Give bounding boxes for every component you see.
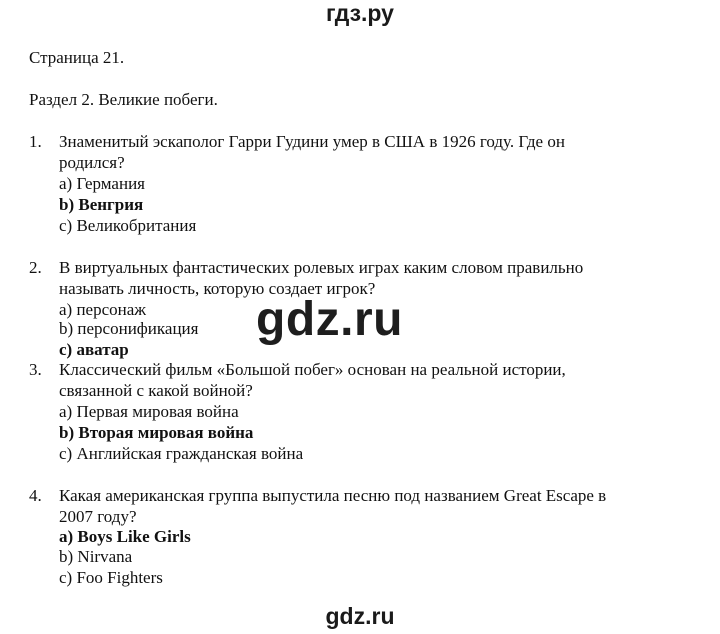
question-text-line: В виртуальных фантастических ролевых играх каким словом правильно: [59, 258, 584, 277]
section-title: Раздел 2. Великие побеги.: [29, 90, 218, 109]
answer-option: a) персонаж: [59, 300, 147, 319]
question-text-line: Какая американская группа выпустила песню под названием Great Escape в: [59, 486, 607, 505]
answer-option: b) Nirvana: [59, 547, 133, 566]
question-text-line: называть личность, которую создает игрок?: [59, 279, 376, 298]
answer-option: a) Германия: [59, 174, 145, 193]
question-number: 2.: [29, 258, 42, 277]
site-header-logo: гдз.ру: [326, 0, 394, 26]
site-footer-logo: gdz.ru: [325, 603, 395, 629]
answer-option: c) Английская гражданская война: [59, 444, 304, 463]
question-text-line: родился?: [59, 153, 125, 172]
answer-option: c) Foo Fighters: [59, 568, 163, 587]
page-label: Страница 21.: [29, 48, 125, 67]
question-text-line: Классический фильм «Большой побег» основан на реальной истории,: [59, 360, 566, 379]
answer-option-correct: a) Boys Like Girls: [59, 527, 191, 546]
question-text-line: 2007 году?: [59, 507, 137, 526]
watermark: gdz.ru: [256, 293, 403, 346]
answer-option-correct: c) аватар: [59, 340, 129, 359]
answer-option: c) Великобритания: [59, 216, 197, 235]
answer-option: b) персонификация: [59, 319, 199, 338]
question-number: 4.: [29, 486, 42, 505]
question-text-line: связанной с какой войной?: [59, 381, 253, 400]
answer-option: a) Первая мировая война: [59, 402, 239, 421]
question-number: 1.: [29, 132, 42, 151]
question-number: 3.: [29, 360, 42, 379]
answer-option-correct: b) Венгрия: [59, 195, 144, 214]
question-text-line: Знаменитый эскаполог Гарри Гудини умер в США в 1926 году. Где он: [59, 132, 565, 151]
answer-option-correct: b) Вторая мировая война: [59, 423, 254, 442]
